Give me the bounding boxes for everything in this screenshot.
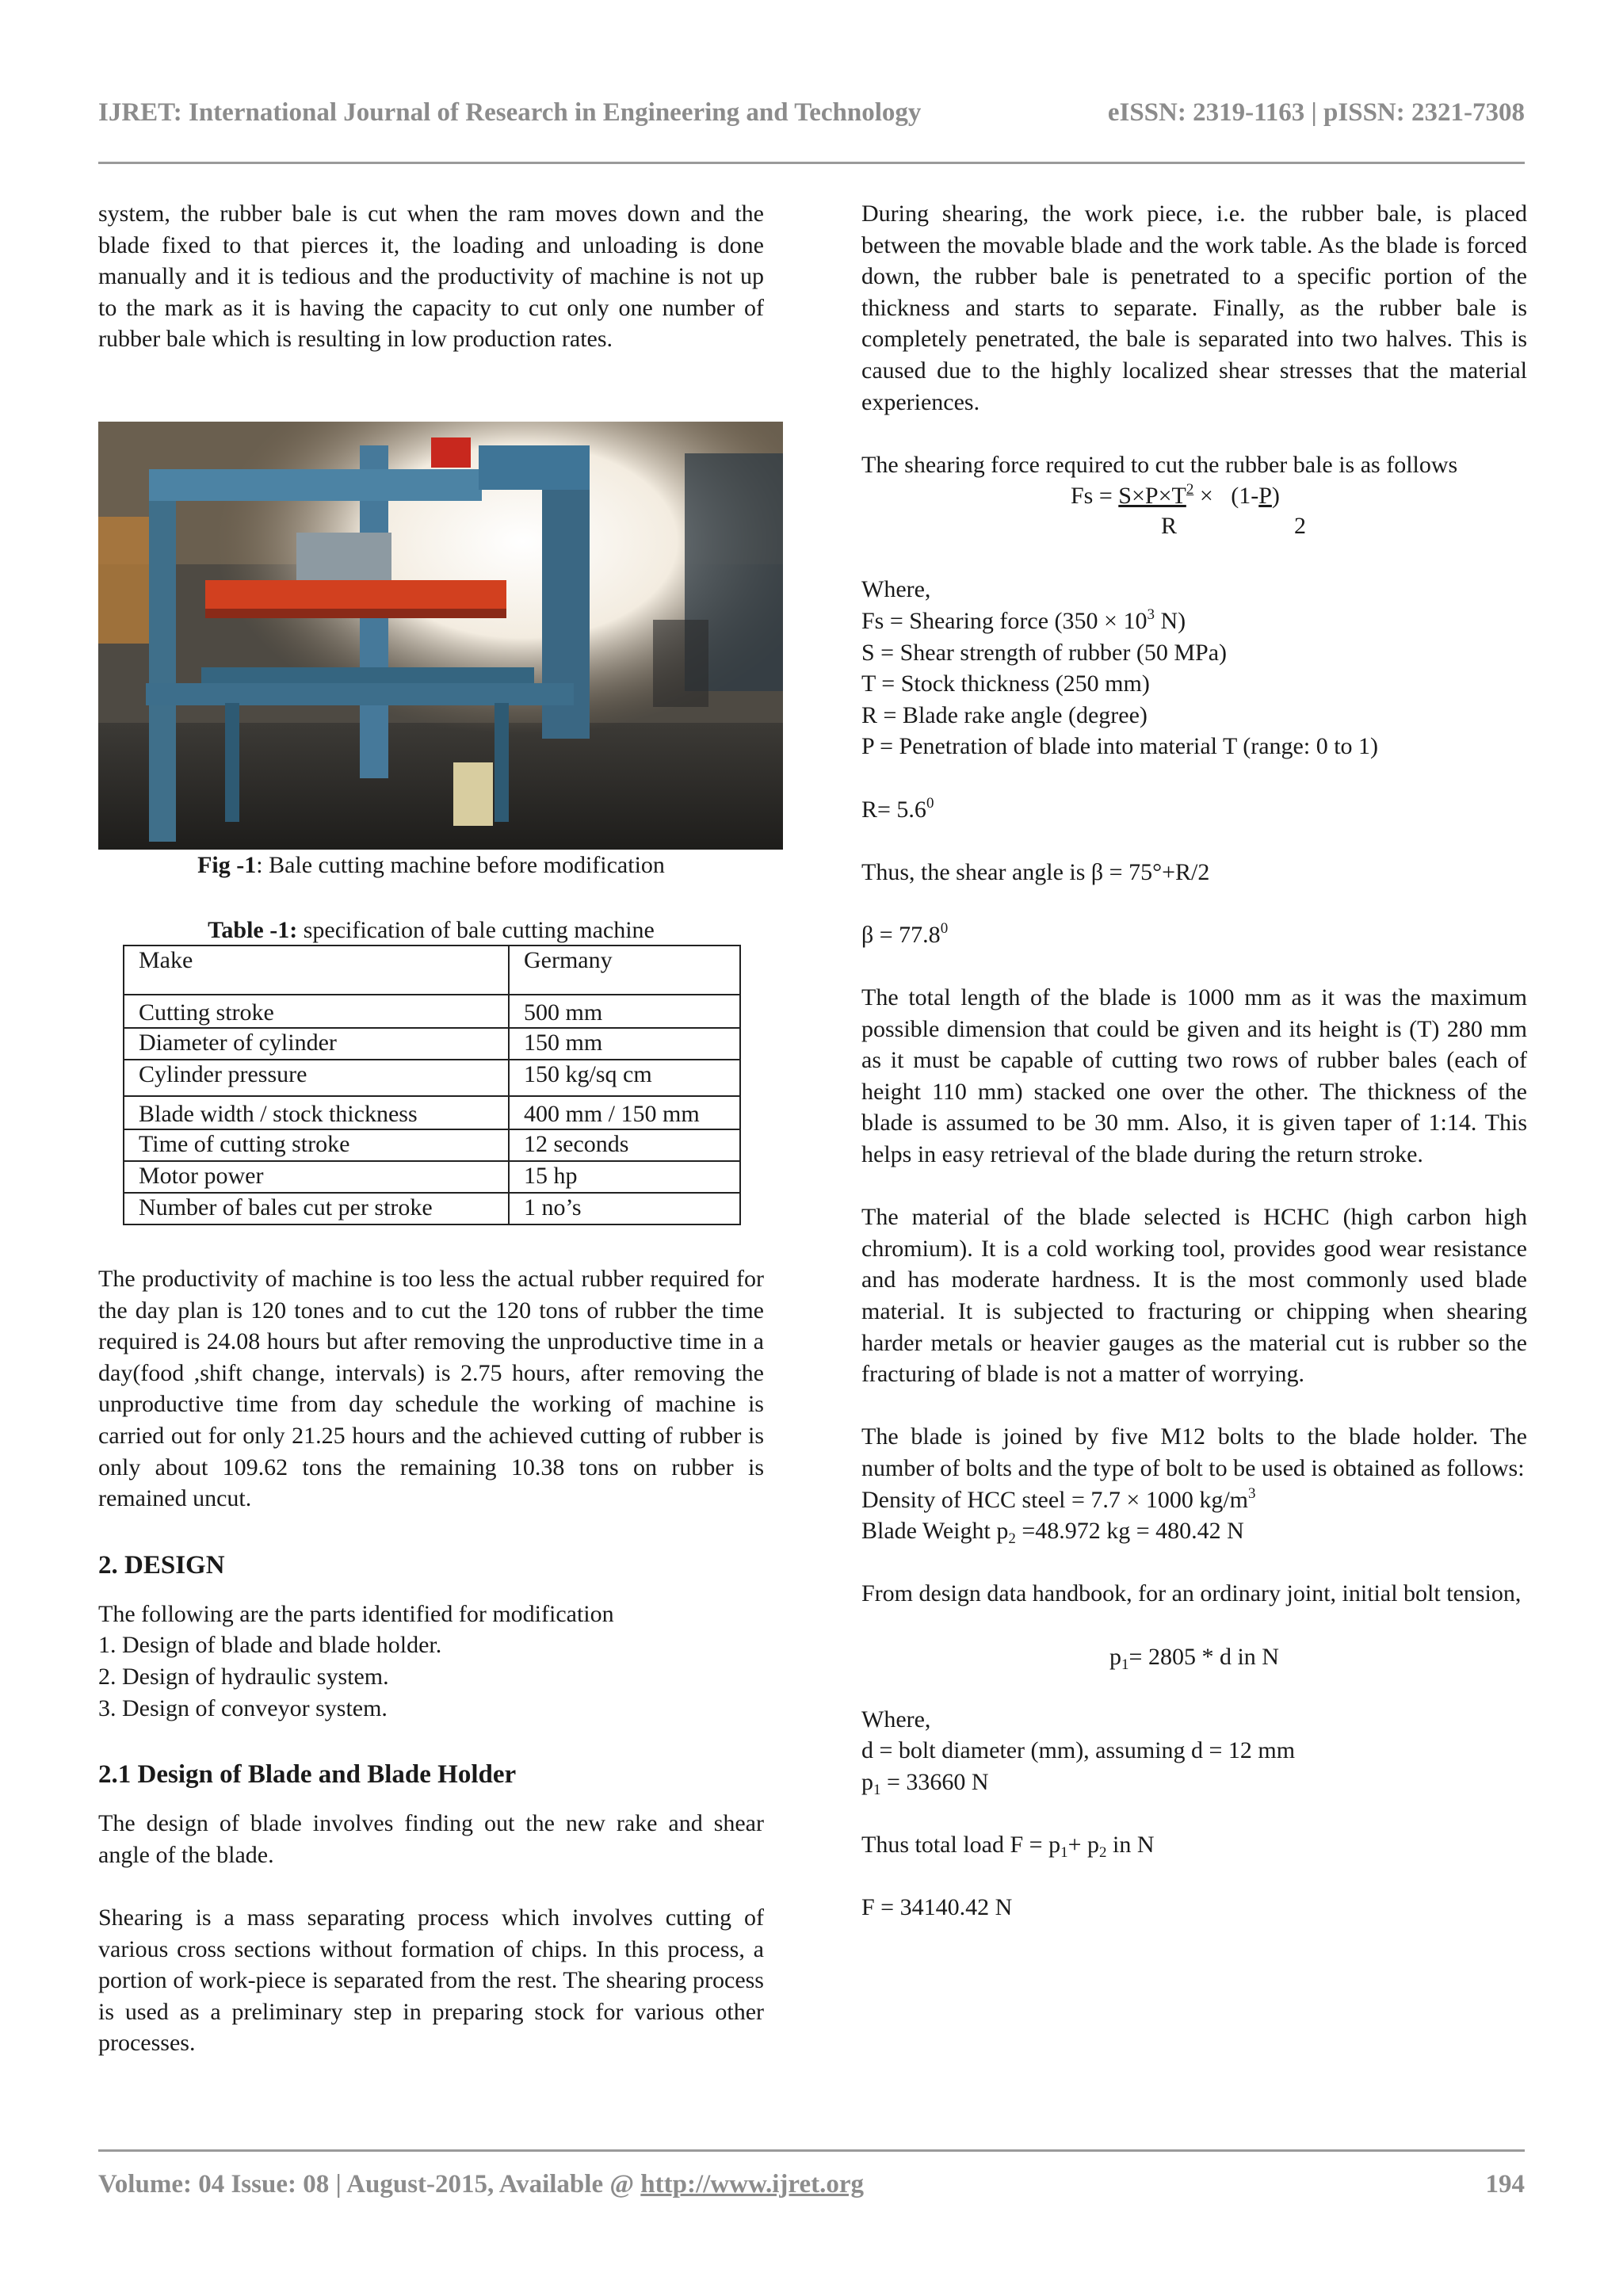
table-row <box>124 995 740 1028</box>
table-row <box>124 1161 740 1193</box>
specification-table <box>123 945 741 1225</box>
table-cell: Motor power <box>124 1161 509 1193</box>
page-number: 194 <box>1485 2170 1525 2199</box>
footer-rule <box>98 2149 1525 2152</box>
header-rule <box>98 162 1525 164</box>
total-load-equation: Thus total load $F = p_1+ p_2$ in N <box>861 1832 1155 1862</box>
where-label-2: Where, <box>861 1706 931 1733</box>
table-cell: Diameter of cylinder <box>124 1028 509 1060</box>
definition-s: S = Shear strength of rubber (50 MPa) <box>861 639 1228 666</box>
table-cell: Blade width / stock thickness <box>124 1096 509 1129</box>
table-row <box>124 946 740 995</box>
table-cell: Number of bales cut per stroke <box>124 1193 509 1224</box>
figure-caption-text: : Bale cutting machine before modification <box>256 852 665 878</box>
density-line: Density of HCC steel = 7.7 × 1000 $kg/m^3$ <box>861 1484 1256 1513</box>
definition-fs: Fs = Shearing force ($350 \times 10^3$ N) <box>861 606 1186 634</box>
table-cell: 400 mm / 150 mm <box>509 1096 740 1129</box>
productivity-paragraph: The productivity of machine is too less the actual rubber required for the day plan is 120 tones and to cut the 120 tons of rubber the time required is 24.08 hours but after removing the unproductive time in a day(food ,shift change, intervals) is 2.75 hours, after removing the unproductive time from day schedule the working of machine is carried out for only 21.25 hours and the achieved cutting of rubber is only about 109.62 tons the remaining 10.38 tons on rubber is remained uncut. <box>98 1266 764 1512</box>
table-cell: Germany <box>509 946 740 995</box>
volume-info: Volume: 04 Issue: 08 | August-2015, Available @ <box>98 2170 641 2199</box>
shear-angle-text: Thus, the shear angle is β = 75°+R/2 <box>861 858 1210 885</box>
bolt-tension-paragraph: From design data handbook, for an ordinary joint, initial bolt tension, <box>861 1580 1522 1607</box>
table-caption-text: specification of bale cutting machine <box>297 917 655 943</box>
table-cell: 12 seconds <box>509 1129 740 1161</box>
table-cell: Cutting stroke <box>124 995 509 1028</box>
bolt-diameter-definition: d = bolt diameter (mm), assuming d = 12 mm <box>861 1737 1296 1764</box>
shearing-process-paragraph: During shearing, the work piece, i.e. the rubber bale, is placed between the movable blade and the work table. As the blade is forced down, the rubber bale is penetrated to a specific portion of the thickness and starts to separate. Finally, as the rubber bale is completely penetrated, the bale is separated into two halves. This is caused due to the highly localized shear stresses that the material experiences. <box>861 201 1527 415</box>
definition-p: P = Penetration of blade into material T (range: 0 to 1) <box>861 733 1379 760</box>
list-item: 3. Design of conveyor system. <box>98 1694 388 1721</box>
list-item: 1. Design of blade and blade holder. <box>98 1632 442 1659</box>
table-row <box>124 1096 740 1129</box>
shearing-paragraph: Shearing is a mass separating process which involves cutting of various cross sections without formation of chips. In this process, a portion of work-piece is separated from the rest. The shearing process is used as a preliminary step in preparing stock for various other processes. <box>98 1904 764 2057</box>
table-row <box>124 1193 740 1224</box>
issn: eISSN: 2319-1163 | pISSN: 2321-7308 <box>1107 98 1525 127</box>
journal-link[interactable]: http://www.ijret.org <box>640 2170 864 2199</box>
figure-photo <box>98 422 783 850</box>
journal-title: IJRET: International Journal of Research in Engineering and Technology <box>98 98 922 127</box>
left-column-intro <box>98 198 764 355</box>
table-cell: 1 no’s <box>509 1193 740 1224</box>
figure-label: Fig -1 <box>197 852 257 878</box>
p1-value: $p_1 = 33660$ N <box>861 1768 989 1798</box>
shearing-force-paragraph: The shearing force required to cut the rubber bale is as follows <box>861 451 1458 478</box>
subsection-heading-blade: 2.1 Design of Blade and Blade Holder <box>98 1760 517 1790</box>
formula-numerator: $Fs = S\times P\times T^2 \times (1-P)$ <box>1071 481 1280 510</box>
running-header <box>98 98 1525 130</box>
bolt-tension-equation: $p_1= 2805 * d$ in N <box>1109 1643 1279 1673</box>
table-row <box>124 1129 740 1161</box>
table-cell: Time of cutting stroke <box>124 1129 509 1161</box>
running-footer <box>98 2170 1525 2199</box>
blade-length-paragraph: The total length of the blade is 1000 mm as it was the maximum possible dimension that could be given and its height is (T) 280 mm as it must be capable of cutting two rows of rubber bales (each of height 110 mm) stacked one over the other. The thickness of the blade is assumed to be 30 mm. Also, it is given taper of 1:14. This helps in easy retrieval of the blade during the return stroke. <box>861 984 1527 1168</box>
table-cell: 150 kg/sq cm <box>509 1060 740 1096</box>
table-cell: Make <box>124 946 509 995</box>
table-cell: 150 mm <box>509 1028 740 1060</box>
definition-r: R = Blade rake angle (degree) <box>861 701 1148 728</box>
blade-material-paragraph: The material of the blade selected is HCHC (high carbon high chromium). It is a cold working tool, provides good wear resistance and has moderate hardness. It is the most commonly used blade material. It is subjected to fracturing or chipping when shearing harder metals or heavier gauges as the material cut is rubber so the fracturing of blade is not a matter of worrying. <box>861 1204 1527 1388</box>
table-cell: 500 mm <box>509 995 740 1028</box>
table-cell: 15 hp <box>509 1161 740 1193</box>
definition-t: T = Stock thickness (250 mm) <box>861 670 1150 697</box>
figure-caption <box>98 850 764 881</box>
blade-weight-line: Blade Weight $p_2 =48.972$ kg = 480.42 N <box>861 1518 1244 1548</box>
table-caption <box>98 915 764 946</box>
list-item: 2. Design of hydraulic system. <box>98 1663 389 1690</box>
table-row <box>124 1028 740 1060</box>
rake-angle-value: $R= 5.6^0$ <box>861 794 934 823</box>
beta-value: $\beta = 77.8^0$ <box>861 919 949 948</box>
table-row <box>124 1060 740 1096</box>
bolts-paragraph: The blade is joined by five M12 bolts to the blade holder. The number of bolts and the type of bolt to be used is obtained as follows: <box>861 1423 1527 1481</box>
where-label: Where, <box>861 576 931 603</box>
bale-cutting-machine-image <box>98 422 783 850</box>
intro-paragraph: system, the rubber bale is cut when the ram moves down and the blade fixed to that pierces it, the loading and unloading is done manually and it is tedious and the productivity of machine is not up to the mark as it is having the capacity to cut only one number of rubber bale which is resulting in low production rates. <box>98 201 764 353</box>
table-label: Table -1: <box>208 917 298 943</box>
design-intro: The following are the parts identified for modification <box>98 1600 614 1627</box>
table-cell: Cylinder pressure <box>124 1060 509 1096</box>
left-column-body <box>98 1263 764 2059</box>
right-column <box>861 198 1527 1924</box>
total-load-value: F = 34140.42 N <box>861 1894 1013 1921</box>
formula-fraction-num: S×P×T <box>1118 483 1186 510</box>
section-heading-design: 2. DESIGN <box>98 1550 225 1580</box>
blade-intro-paragraph: The design of blade involves finding out the new rake and shear angle of the blade. <box>98 1810 764 1868</box>
shearing-force-formula: $Fs = S\times P\times T^2 \times (1-P)$ R 2 <box>1071 481 1306 540</box>
